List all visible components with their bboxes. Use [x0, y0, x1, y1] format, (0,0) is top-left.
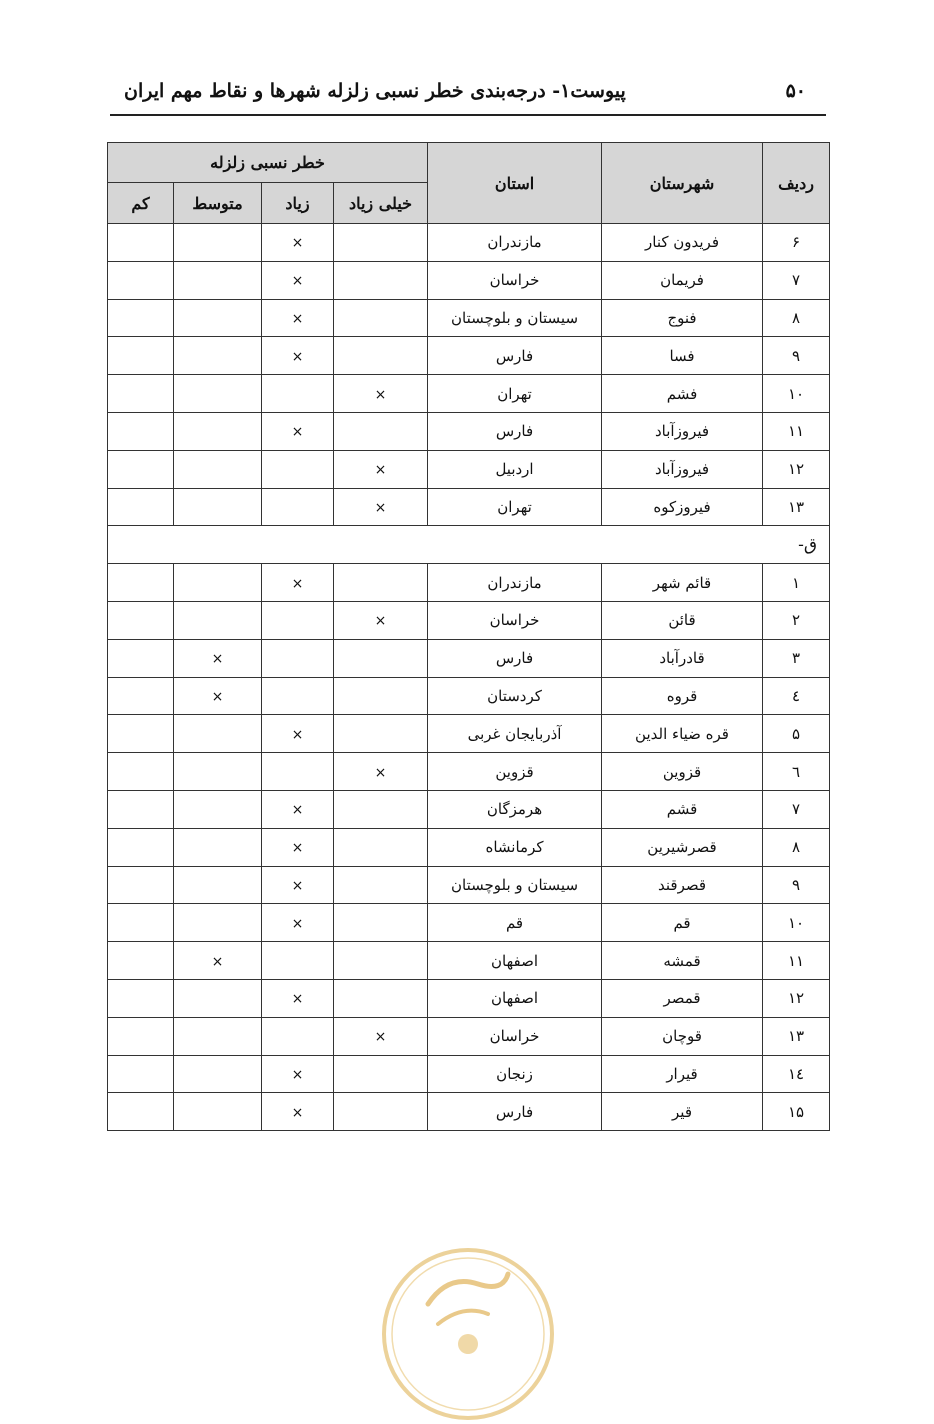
cell-risk-1: [262, 375, 334, 413]
cell-risk-1: [262, 337, 334, 375]
risk-mark: ×: [291, 877, 304, 894]
cell-city: قوچان: [602, 1017, 763, 1055]
cell-risk-2: [174, 488, 262, 526]
cell-province: سیستان و بلوچستان: [428, 866, 602, 904]
cell-risk-2: [174, 261, 262, 299]
risk-mark: ×: [291, 310, 304, 327]
cell-risk-2: [174, 639, 262, 677]
cell-risk-1: [262, 790, 334, 828]
cell-risk-1: [262, 261, 334, 299]
cell-risk-3: [108, 639, 174, 677]
table-row: [108, 299, 830, 337]
cell-province: قم: [428, 904, 602, 942]
cell-city: قره ضیاء الدین: [602, 715, 763, 753]
cell-radif: ۱٤: [763, 1055, 830, 1093]
cell-risk-0: [334, 979, 428, 1017]
cell-risk-0: [334, 375, 428, 413]
earthquake-risk-table: [107, 142, 830, 1131]
cell-radif: ٤: [763, 677, 830, 715]
header-city: شهرستان: [602, 143, 763, 224]
cell-city: قمشه: [602, 942, 763, 980]
table-row: [108, 942, 830, 980]
cell-risk-3: [108, 715, 174, 753]
cell-radif: ۱۳: [763, 1017, 830, 1055]
table-row: [108, 450, 830, 488]
cell-risk-1: [262, 639, 334, 677]
publisher-seal-icon: [378, 1244, 558, 1424]
cell-risk-0: [334, 639, 428, 677]
table-row: [108, 753, 830, 791]
cell-radif: ۵: [763, 715, 830, 753]
cell-risk-3: [108, 979, 174, 1017]
cell-risk-0: [334, 488, 428, 526]
risk-mark: ×: [291, 575, 304, 592]
cell-province: تهران: [428, 375, 602, 413]
cell-province: کردستان: [428, 677, 602, 715]
table-row: [108, 261, 830, 299]
risk-mark: ×: [291, 802, 304, 819]
risk-mark: ×: [211, 651, 224, 668]
cell-city: قشم: [602, 790, 763, 828]
cell-city: قائن: [602, 601, 763, 639]
risk-mark: ×: [291, 991, 304, 1008]
risk-mark: ×: [291, 726, 304, 743]
cell-province: فارس: [428, 639, 602, 677]
cell-risk-2: [174, 753, 262, 791]
risk-mark: ×: [291, 348, 304, 365]
cell-risk-1: [262, 224, 334, 262]
cell-risk-3: [108, 753, 174, 791]
cell-risk-1: [262, 450, 334, 488]
cell-radif: ۱۰: [763, 904, 830, 942]
cell-city: فیروزکوه: [602, 488, 763, 526]
cell-risk-3: [108, 677, 174, 715]
cell-risk-1: [262, 412, 334, 450]
cell-risk-0: [334, 866, 428, 904]
cell-city: قصرشیرین: [602, 828, 763, 866]
cell-city: قصرقند: [602, 866, 763, 904]
cell-radif: ۱۲: [763, 979, 830, 1017]
risk-mark: ×: [291, 840, 304, 857]
cell-province: سیستان و بلوچستان: [428, 299, 602, 337]
cell-radif: ۸: [763, 828, 830, 866]
risk-mark: ×: [211, 688, 224, 705]
cell-risk-2: [174, 979, 262, 1017]
cell-risk-1: [262, 677, 334, 715]
cell-risk-3: [108, 1055, 174, 1093]
cell-radif: ۷: [763, 261, 830, 299]
risk-mark: ×: [291, 235, 304, 252]
cell-risk-1: [262, 866, 334, 904]
cell-city: فنوج: [602, 299, 763, 337]
table-row: [108, 979, 830, 1017]
risk-mark: ×: [374, 499, 387, 516]
page-number: ۵۰: [785, 80, 806, 102]
table-row: [108, 1093, 830, 1131]
cell-risk-0: [334, 261, 428, 299]
cell-radif: ۹: [763, 866, 830, 904]
cell-radif: ۷: [763, 790, 830, 828]
cell-city: قیرار: [602, 1055, 763, 1093]
header-risk-group: خطر نسبی زلزله: [108, 143, 428, 183]
cell-province: قزوین: [428, 753, 602, 791]
cell-risk-1: [262, 564, 334, 602]
cell-risk-3: [108, 488, 174, 526]
cell-risk-2: [174, 942, 262, 980]
cell-radif: ۱۱: [763, 412, 830, 450]
cell-risk-0: [334, 224, 428, 262]
cell-province: اصفهان: [428, 942, 602, 980]
cell-risk-1: [262, 1093, 334, 1131]
cell-city: قزوین: [602, 753, 763, 791]
cell-radif: ۱۰: [763, 375, 830, 413]
risk-mark: ×: [291, 273, 304, 290]
cell-radif: ۸: [763, 299, 830, 337]
risk-mark: ×: [211, 953, 224, 970]
cell-risk-2: [174, 375, 262, 413]
cell-risk-3: [108, 942, 174, 980]
cell-radif: ۱: [763, 564, 830, 602]
table-body: [108, 224, 830, 1131]
table-row: [108, 828, 830, 866]
cell-radif: ۱۳: [763, 488, 830, 526]
cell-risk-3: [108, 828, 174, 866]
cell-risk-2: [174, 412, 262, 450]
cell-risk-0: [334, 412, 428, 450]
cell-city: قروه: [602, 677, 763, 715]
table-row: [108, 601, 830, 639]
cell-risk-0: [334, 677, 428, 715]
cell-risk-2: [174, 564, 262, 602]
risk-mark: ×: [374, 1029, 387, 1046]
cell-radif: ۳: [763, 639, 830, 677]
cell-risk-2: [174, 601, 262, 639]
cell-radif: ۲: [763, 601, 830, 639]
cell-risk-3: [108, 866, 174, 904]
cell-province: مازندران: [428, 224, 602, 262]
risk-mark: ×: [291, 424, 304, 441]
table-row: [108, 488, 830, 526]
cell-city: فریمان: [602, 261, 763, 299]
table-row: [108, 1055, 830, 1093]
risk-mark: ×: [291, 1104, 304, 1121]
cell-risk-3: [108, 1017, 174, 1055]
cell-radif: ۱۱: [763, 942, 830, 980]
cell-risk-3: [108, 450, 174, 488]
cell-risk-2: [174, 224, 262, 262]
cell-province: آذربایجان غربی: [428, 715, 602, 753]
cell-province: زنجان: [428, 1055, 602, 1093]
table-row: [108, 639, 830, 677]
risk-mark: ×: [291, 1066, 304, 1083]
cell-city: قم: [602, 904, 763, 942]
cell-risk-2: [174, 904, 262, 942]
cell-risk-0: [334, 1093, 428, 1131]
cell-risk-3: [108, 375, 174, 413]
cell-risk-0: [334, 299, 428, 337]
cell-risk-3: [108, 337, 174, 375]
cell-risk-3: [108, 224, 174, 262]
cell-risk-3: [108, 601, 174, 639]
cell-city: فسا: [602, 337, 763, 375]
cell-province: مازندران: [428, 564, 602, 602]
header-risk-high: زیاد: [262, 183, 334, 224]
cell-city: فیروزآباد: [602, 450, 763, 488]
cell-risk-0: [334, 904, 428, 942]
cell-risk-0: [334, 601, 428, 639]
cell-risk-0: [334, 450, 428, 488]
cell-province: اردبیل: [428, 450, 602, 488]
cell-province: خراسان: [428, 1017, 602, 1055]
risk-mark: ×: [374, 764, 387, 781]
table-row: [108, 337, 830, 375]
table-row: [108, 866, 830, 904]
risk-mark: ×: [291, 915, 304, 932]
cell-risk-2: [174, 450, 262, 488]
cell-risk-1: [262, 904, 334, 942]
cell-province: خراسان: [428, 261, 602, 299]
cell-risk-1: [262, 979, 334, 1017]
cell-risk-1: [262, 753, 334, 791]
cell-risk-0: [334, 564, 428, 602]
cell-province: خراسان: [428, 601, 602, 639]
cell-city: فیروزآباد: [602, 412, 763, 450]
cell-province: فارس: [428, 1093, 602, 1131]
cell-risk-2: [174, 790, 262, 828]
cell-risk-3: [108, 564, 174, 602]
cell-radif: ۶: [763, 224, 830, 262]
table-row: [108, 904, 830, 942]
header-province: استان: [428, 143, 602, 224]
cell-city: فشم: [602, 375, 763, 413]
cell-radif: ۹: [763, 337, 830, 375]
cell-province: هرمزگان: [428, 790, 602, 828]
table-row: [108, 715, 830, 753]
cell-province: تهران: [428, 488, 602, 526]
cell-radif: ۱۲: [763, 450, 830, 488]
cell-risk-1: [262, 601, 334, 639]
header-risk-low: کم: [108, 183, 174, 224]
table-row: [108, 1017, 830, 1055]
cell-risk-2: [174, 715, 262, 753]
table-row: [108, 224, 830, 262]
cell-risk-1: [262, 488, 334, 526]
cell-risk-2: [174, 299, 262, 337]
page-header: [110, 70, 826, 116]
cell-city: قادرآباد: [602, 639, 763, 677]
cell-risk-0: [334, 790, 428, 828]
cell-risk-2: [174, 1017, 262, 1055]
cell-risk-2: [174, 337, 262, 375]
cell-risk-0: [334, 715, 428, 753]
cell-province: اصفهان: [428, 979, 602, 1017]
cell-risk-2: [174, 866, 262, 904]
cell-risk-1: [262, 715, 334, 753]
cell-risk-0: [334, 337, 428, 375]
cell-risk-3: [108, 412, 174, 450]
section-row: [108, 526, 830, 564]
cell-risk-0: [334, 942, 428, 980]
cell-radif: ۱۵: [763, 1093, 830, 1131]
table-row: [108, 564, 830, 602]
cell-city: فریدون کنار: [602, 224, 763, 262]
cell-radif: ٦: [763, 753, 830, 791]
cell-risk-2: [174, 1055, 262, 1093]
risk-mark: ×: [374, 386, 387, 403]
page-title: پیوست۱- درجه‌بندی خطر نسبی زلزله شهرها و نقاط مهم ایران: [124, 80, 626, 102]
cell-risk-3: [108, 904, 174, 942]
cell-risk-0: [334, 1017, 428, 1055]
cell-risk-2: [174, 828, 262, 866]
header-risk-very-high: خیلی زیاد: [334, 183, 428, 224]
cell-risk-1: [262, 942, 334, 980]
header-radif: ردیف: [763, 143, 830, 224]
table-row: [108, 375, 830, 413]
cell-province: فارس: [428, 337, 602, 375]
header-risk-medium: متوسط: [174, 183, 262, 224]
risk-mark: ×: [374, 613, 387, 630]
cell-risk-2: [174, 677, 262, 715]
cell-risk-3: [108, 299, 174, 337]
cell-risk-1: [262, 828, 334, 866]
cell-province: کرمانشاه: [428, 828, 602, 866]
table-row: [108, 677, 830, 715]
cell-city: قائم شهر: [602, 564, 763, 602]
cell-risk-1: [262, 299, 334, 337]
section-label: ق-: [108, 526, 830, 564]
cell-city: قیر: [602, 1093, 763, 1131]
cell-province: فارس: [428, 412, 602, 450]
cell-risk-0: [334, 753, 428, 791]
cell-risk-0: [334, 1055, 428, 1093]
risk-mark: ×: [374, 462, 387, 479]
cell-risk-0: [334, 828, 428, 866]
cell-risk-1: [262, 1017, 334, 1055]
cell-risk-1: [262, 1055, 334, 1093]
table-row: [108, 790, 830, 828]
cell-risk-3: [108, 261, 174, 299]
cell-risk-3: [108, 1093, 174, 1131]
cell-city: قمصر: [602, 979, 763, 1017]
table-header-row: [108, 143, 830, 183]
table-row: [108, 412, 830, 450]
cell-risk-3: [108, 790, 174, 828]
cell-risk-2: [174, 1093, 262, 1131]
